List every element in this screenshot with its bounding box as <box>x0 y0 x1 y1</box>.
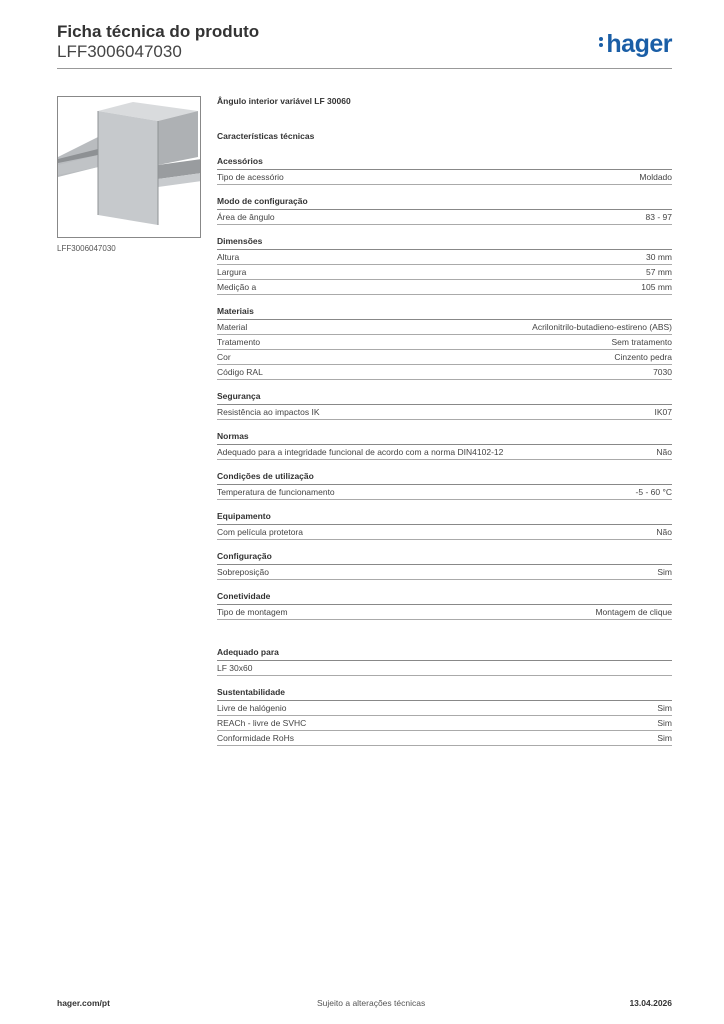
spec-key: Adequado para a integridade funcional de acordo com a norma DIN4102-12 <box>217 446 504 457</box>
spec-group-title: Adequado para <box>217 646 672 661</box>
spec-value: Montagem de clique <box>595 606 672 617</box>
spec-value: Moldado <box>639 171 672 182</box>
spec-value: Acrilonitrilo-butadieno-estireno (ABS) <box>532 321 672 332</box>
spec-content <box>217 96 672 756</box>
spec-group-title: Sustentabilidade <box>217 686 672 701</box>
spec-group-title: Condições de utilização <box>217 470 672 485</box>
spec-key: Material <box>217 321 248 332</box>
spec-row <box>217 716 672 731</box>
spec-group <box>217 430 672 460</box>
spec-row <box>217 335 672 350</box>
spec-row <box>217 565 672 580</box>
spec-value: -5 - 60 °C <box>635 486 672 497</box>
spec-group-title: Equipamento <box>217 510 672 525</box>
spec-group-title: Segurança <box>217 390 672 405</box>
spec-group <box>217 590 672 620</box>
spec-key: Altura <box>217 251 240 262</box>
spec-value: Não <box>656 446 672 457</box>
spec-group-title: Materiais <box>217 305 672 320</box>
spec-key: Temperatura de funcionamento <box>217 486 335 497</box>
spec-key: Área de ângulo <box>217 211 275 222</box>
logo-dots-icon <box>599 35 605 49</box>
spec-key: Conformidade RoHs <box>217 732 295 743</box>
spec-row <box>217 170 672 185</box>
spec-group-title: Configuração <box>217 550 672 565</box>
spec-row <box>217 605 672 620</box>
spec-value: 105 mm <box>641 281 672 292</box>
spec-row <box>217 405 672 420</box>
spec-key: Código RAL <box>217 366 263 377</box>
spec-row <box>217 445 672 460</box>
spec-group <box>217 195 672 225</box>
spec-key: Largura <box>217 266 247 277</box>
footer-website[interactable]: hager.com/pt <box>57 998 110 1008</box>
spec-group <box>217 470 672 500</box>
spec-row <box>217 265 672 280</box>
spec-row <box>217 525 672 540</box>
spec-group <box>217 686 672 746</box>
spec-group <box>217 155 672 185</box>
product-code: LFF3006047030 <box>57 42 182 61</box>
spec-value: Não <box>656 526 672 537</box>
spec-key: Cor <box>217 351 231 362</box>
spec-value: 7030 <box>653 366 672 377</box>
product-image <box>57 96 201 238</box>
tech-heading: Características técnicas <box>217 131 315 141</box>
spec-group-title: Modo de configuração <box>217 195 672 210</box>
document-header <box>57 22 672 69</box>
spec-row <box>217 210 672 225</box>
spec-group <box>217 305 672 380</box>
footer-date: 13.04.2026 <box>629 998 672 1008</box>
spec-group-title: Conetividade <box>217 590 672 605</box>
spec-group-title: Acessórios <box>217 155 672 170</box>
spec-row <box>217 661 672 676</box>
spec-key: Tipo de acessório <box>217 171 284 182</box>
spec-value: Sim <box>657 717 672 728</box>
spec-key: REACh - livre de SVHC <box>217 717 307 728</box>
spec-row <box>217 280 672 295</box>
spec-row <box>217 320 672 335</box>
corner-piece-illustration <box>58 97 201 238</box>
spec-key: Com película protetora <box>217 526 303 537</box>
spec-row <box>217 250 672 265</box>
spec-key: Sobreposição <box>217 566 269 577</box>
spec-groups <box>217 155 672 746</box>
spec-key: Resistência ao impactos IK <box>217 406 320 417</box>
spec-value: IK07 <box>654 406 672 417</box>
image-caption: LFF3006047030 <box>57 244 116 253</box>
spec-group <box>217 510 672 540</box>
spec-row <box>217 365 672 380</box>
footer-notice: Sujeito a alterações técnicas <box>317 998 426 1008</box>
spec-value: Sim <box>657 732 672 743</box>
spec-group <box>217 390 672 420</box>
spec-group-title: Dimensões <box>217 235 672 250</box>
spec-row <box>217 701 672 716</box>
spec-key: Tratamento <box>217 336 261 347</box>
product-name: Ângulo interior variável LF 30060 <box>217 96 351 106</box>
spec-key: LF 30x60 <box>217 662 253 673</box>
spec-group <box>217 550 672 580</box>
spec-row <box>217 485 672 500</box>
spec-group-title: Normas <box>217 430 672 445</box>
spec-group <box>217 235 672 295</box>
spec-key: Medição a <box>217 281 257 292</box>
spec-value: Sem tratamento <box>611 336 672 347</box>
hager-logo <box>599 30 672 59</box>
spec-row <box>217 731 672 746</box>
document-title: Ficha técnica do produto <box>57 22 260 41</box>
spec-key: Tipo de montagem <box>217 606 288 617</box>
spec-value: Sim <box>657 702 672 713</box>
spec-value: 83 - 97 <box>645 211 672 222</box>
spec-value: Sim <box>657 566 672 577</box>
spec-key: Livre de halógenio <box>217 702 287 713</box>
spec-group <box>217 646 672 676</box>
spec-row <box>217 350 672 365</box>
spec-value: 57 mm <box>646 266 672 277</box>
logo-text: hager <box>606 30 672 58</box>
spec-value: 30 mm <box>646 251 672 262</box>
spec-value: Cinzento pedra <box>614 351 672 362</box>
